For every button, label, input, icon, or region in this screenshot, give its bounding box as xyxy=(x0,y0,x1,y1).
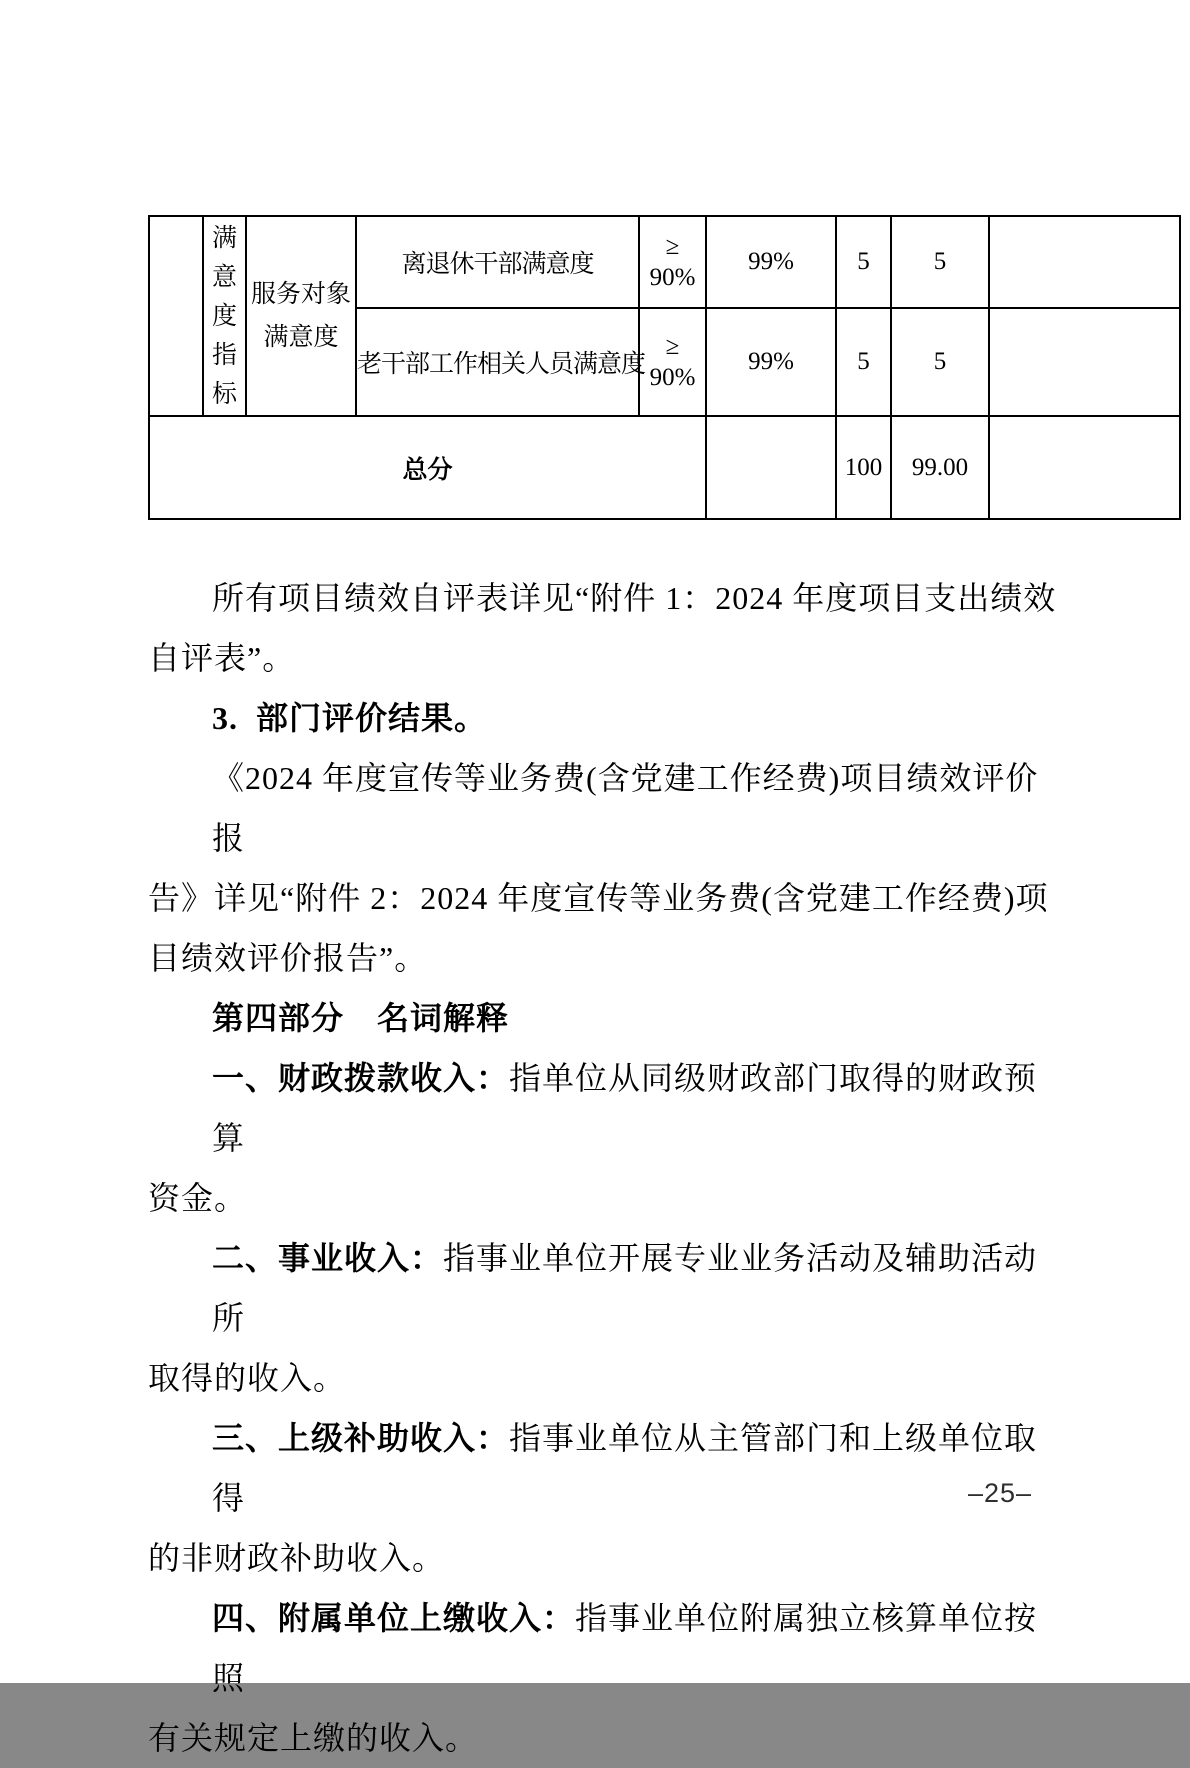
term-definition: 指事业单位附属独立核算单位按照 xyxy=(212,1600,1038,1696)
table-cell-remark xyxy=(989,216,1180,308)
body-line: 所有项目绩效自评表详见“附件 1：2024 年度项目支出绩效 xyxy=(212,580,1057,616)
table-row-indicator-1 xyxy=(149,216,1180,308)
term-definition: 指单位从同级财政部门取得的财政预算 xyxy=(212,1060,1038,1156)
table-cell-indicator-name: 老干部工作相关人员满意度 xyxy=(356,308,639,416)
table-cell-self-score: 5 xyxy=(891,216,989,308)
table-cell-total-remark xyxy=(989,416,1180,519)
body-line xyxy=(148,1048,1058,1168)
table-cell-category: 满意度指标 xyxy=(203,216,246,416)
body-line: 告》详见“附件 2：2024 年度宣传等业务费(含党建工作经费)项 xyxy=(148,880,1049,916)
body-line: 有关规定上缴的收入。 xyxy=(148,1720,479,1756)
table-cell-full-score: 5 xyxy=(836,308,891,416)
target-value: 90% xyxy=(649,264,696,291)
table-cell-total-full-score: 100 xyxy=(836,416,891,519)
target-symbol: ≥ xyxy=(665,333,680,360)
body-line: 《2024 年度宣传等业务费(含党建工作经费)项目绩效评价报 xyxy=(212,760,1039,856)
table-cell-total-self-score: 99.00 xyxy=(891,416,989,519)
term-definition: 指事业单位从主管部门和上级单位取得 xyxy=(212,1420,1038,1516)
term-label: 四、附属单位上缴收入： xyxy=(212,1600,576,1636)
term-label: 一、财政拨款收入： xyxy=(212,1060,510,1096)
table-cell-subcategory: 服务对象满意度 xyxy=(246,216,356,416)
table-cell-target xyxy=(639,308,706,416)
table-cell-target xyxy=(639,216,706,308)
target-symbol: ≥ xyxy=(665,233,680,260)
body-line: 的非财政补助收入。 xyxy=(148,1540,446,1576)
table-cell-total-label: 总分 xyxy=(149,416,706,519)
body-line: 取得的收入。 xyxy=(148,1360,347,1396)
table-cell-total-actual-empty xyxy=(706,416,836,519)
body-text-block xyxy=(148,568,1058,1768)
target-value: 90% xyxy=(649,364,696,391)
table-cell-empty-left xyxy=(149,216,203,416)
term-label: 三、上级补助收入： xyxy=(212,1420,510,1456)
body-line: 资金。 xyxy=(148,1180,248,1216)
section-heading-part-four: 第四部分 名词解释 xyxy=(212,1000,510,1036)
body-line: 目绩效评价报告”。 xyxy=(148,940,428,976)
term-definition: 指事业单位开展专业业务活动及辅助活动所 xyxy=(212,1240,1038,1336)
performance-score-table xyxy=(148,215,1181,520)
body-line: 自评表”。 xyxy=(148,640,296,676)
table-cell-actual: 99% xyxy=(706,216,836,308)
table-cell-full-score: 5 xyxy=(836,216,891,308)
table-cell-actual: 99% xyxy=(706,308,836,416)
table-cell-indicator-name: 离退休干部满意度 xyxy=(356,216,639,308)
table-row-total xyxy=(149,416,1180,519)
table-cell-remark xyxy=(989,308,1180,416)
section-heading-dept-eval: 3. 部门评价结果。 xyxy=(212,700,488,736)
term-label: 二、事业收入： xyxy=(212,1240,444,1276)
body-line xyxy=(148,1588,1058,1708)
page-number: –25– xyxy=(968,1478,1033,1508)
body-line xyxy=(148,1408,1058,1528)
body-line xyxy=(148,1228,1058,1348)
table-cell-self-score: 5 xyxy=(891,308,989,416)
